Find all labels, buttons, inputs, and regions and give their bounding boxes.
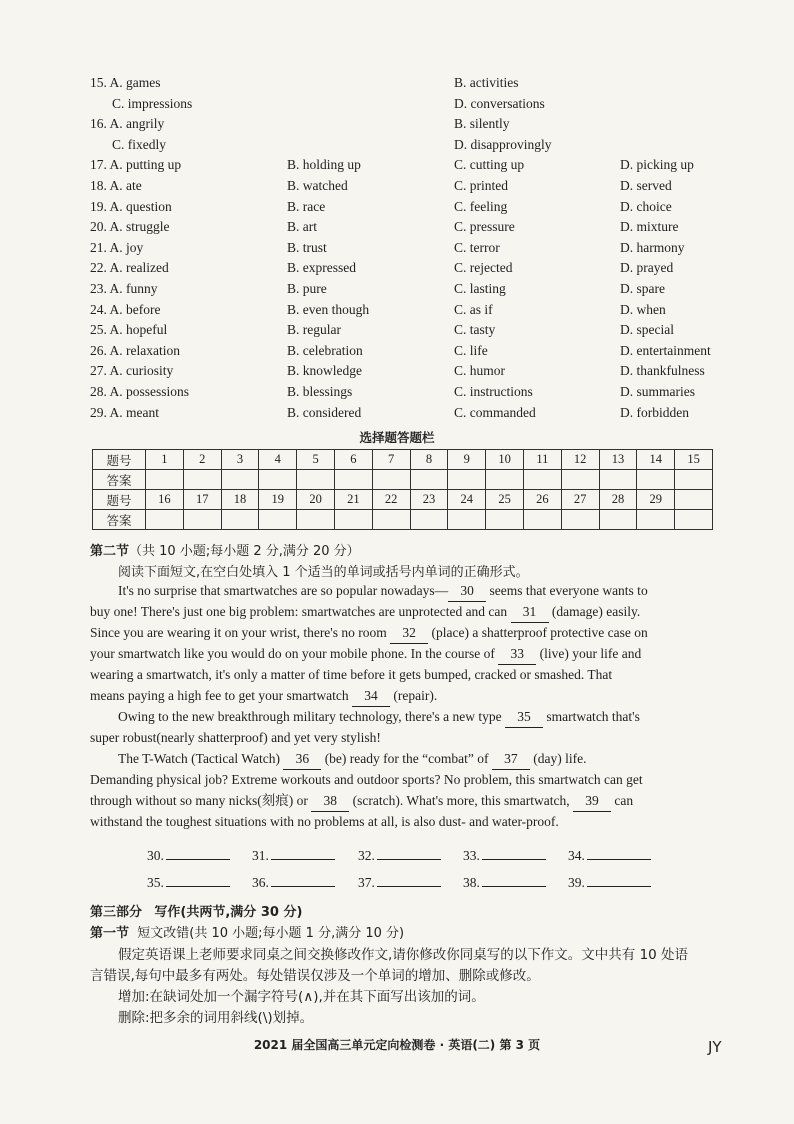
number-cell: 20	[297, 490, 335, 510]
answer-cell[interactable]	[146, 510, 184, 530]
number-cell: 3	[221, 450, 259, 470]
option-row	[0, 302, 794, 322]
number-cell: 13	[599, 450, 637, 470]
page-footer: 2021 届全国高三单元定向检测卷 · 英语(二) 第 3 页	[253, 1038, 541, 1052]
answer-cell[interactable]	[146, 470, 184, 490]
number-cell: 18	[221, 490, 259, 510]
number-cell: 25	[486, 490, 524, 510]
option-text: D. served	[620, 178, 672, 193]
answer-cell[interactable]	[297, 510, 335, 530]
option-text: B. silently	[454, 116, 510, 132]
option-text: C. terror	[454, 239, 500, 255]
section2-instruction: 阅读下面短文,在空白处填入 1 个适当的单词或括号内单词的正确形式。	[118, 565, 529, 580]
blank-38[interactable]: 38	[311, 790, 349, 812]
option-text: C. impressions	[112, 95, 193, 111]
number-cell: 6	[334, 450, 372, 470]
number-cell: 12	[561, 450, 599, 470]
answer-line[interactable]	[147, 872, 230, 891]
option-text: B. watched	[287, 178, 348, 193]
answer-cell[interactable]	[183, 470, 221, 490]
option-row	[0, 281, 794, 301]
option-text: B. activities	[454, 75, 519, 90]
option-text: 23. A. funny	[90, 281, 158, 296]
para1-line6: means paying a high fee to get your smartwatch 34 (repair).	[90, 685, 718, 707]
answer-line-label: 35.	[147, 875, 164, 890]
answer-line[interactable]	[358, 845, 441, 864]
answer-cell[interactable]	[675, 510, 713, 530]
answer-underline[interactable]	[271, 872, 335, 887]
answer-line-label: 33.	[463, 848, 480, 863]
answer-line[interactable]	[252, 845, 335, 864]
part3-line2: 言错误,每句中最多有两处。每处错误仅涉及一个单词的增加、删除或修改。	[90, 968, 540, 984]
option-text: D. special	[620, 322, 674, 338]
option-text: C. pressure	[454, 219, 515, 235]
option-row	[0, 343, 794, 363]
table-row	[93, 470, 713, 490]
answer-line[interactable]	[463, 845, 546, 864]
answer-cell[interactable]	[637, 510, 675, 530]
answer-underline[interactable]	[166, 872, 230, 887]
answer-cell[interactable]	[259, 470, 297, 490]
answer-table-title: 选择题答题栏	[359, 430, 435, 445]
option-text: C. printed	[454, 178, 508, 193]
number-cell: 1	[146, 450, 184, 470]
number-cell: 2	[183, 450, 221, 470]
answer-line-label: 36.	[252, 875, 269, 890]
answer-underline[interactable]	[377, 872, 441, 887]
number-cell: 26	[523, 490, 561, 510]
answer-cell[interactable]	[486, 470, 524, 490]
answer-cell[interactable]	[448, 510, 486, 530]
blank-34[interactable]: 34	[352, 685, 390, 707]
answer-cell[interactable]	[523, 470, 561, 490]
option-text: B. considered	[287, 404, 362, 420]
answer-line-label: 39.	[568, 875, 585, 890]
option-text: B. celebration	[287, 342, 363, 358]
number-cell: 8	[410, 450, 448, 470]
answer-line-label: 30.	[147, 848, 164, 863]
answer-line[interactable]	[252, 872, 335, 891]
option-row	[0, 322, 794, 342]
option-text: D. mixture	[620, 219, 679, 235]
number-cell: 5	[297, 450, 335, 470]
option-text: C. humor	[454, 363, 506, 379]
option-row	[0, 75, 794, 95]
answer-underline[interactable]	[587, 845, 651, 860]
answer-line[interactable]	[568, 872, 651, 891]
option-text: C. cutting up	[454, 157, 525, 173]
option-text: 24. A. before	[90, 301, 161, 317]
option-row	[0, 178, 794, 198]
part3-heading: 第三部分 写作(共两节,满分 30 分)	[90, 905, 303, 920]
option-text: D. choice	[620, 198, 672, 214]
answer-cell[interactable]	[561, 510, 599, 530]
option-text: 28. A. possessions	[90, 384, 190, 399]
option-text: B. even though	[287, 301, 370, 317]
answer-line[interactable]	[147, 845, 230, 864]
option-row	[0, 219, 794, 239]
footer-tag: JY	[708, 1038, 722, 1056]
para1-line3: Since you are wearing it on your wrist, there's no room 32 (place) a shatterproof protective case on	[90, 622, 718, 644]
number-cell: 9	[448, 450, 486, 470]
option-text: 17. A. putting up	[90, 157, 182, 173]
number-cell: 24	[448, 490, 486, 510]
number-cell: 10	[486, 450, 524, 470]
table-row	[93, 510, 713, 530]
option-text: B. blessings	[287, 384, 353, 399]
option-text: 25. A. hopeful	[90, 322, 168, 338]
answer-cell[interactable]	[486, 510, 524, 530]
para3-line3: through without so many nicks(刻痕) or 38 (scratch). What's more, this smartwatch, 39 can	[90, 790, 718, 812]
option-text: D. entertainment	[620, 342, 711, 358]
table-header-cell: 答案	[93, 510, 146, 530]
option-row	[0, 157, 794, 177]
para3-line1: The T-Watch (Tactical Watch) 36 (be) ready for the “combat” of 37 (day) life.	[118, 748, 718, 770]
number-cell: 21	[334, 490, 372, 510]
answer-cell[interactable]	[599, 470, 637, 490]
answer-cell[interactable]	[259, 510, 297, 530]
blank-31[interactable]: 31	[511, 601, 549, 623]
answer-cell[interactable]	[334, 510, 372, 530]
blank-39[interactable]: 39	[573, 790, 611, 812]
number-cell: 7	[372, 450, 410, 470]
answer-line[interactable]	[463, 872, 546, 891]
option-row	[0, 260, 794, 280]
number-cell: 23	[410, 490, 448, 510]
option-text: C. lasting	[454, 281, 506, 296]
option-text: D. thankfulness	[620, 363, 705, 379]
answer-underline[interactable]	[587, 872, 651, 887]
option-text: D. picking up	[620, 157, 694, 173]
answer-cell[interactable]	[599, 510, 637, 530]
option-text: C. commanded	[454, 404, 536, 420]
option-row	[0, 384, 794, 404]
para3-line2: Demanding physical job? Extreme workouts and outdoor sports? No problem, this smartwatch can get	[90, 772, 643, 787]
option-text: B. pure	[287, 281, 327, 296]
table-row	[93, 450, 713, 470]
para2-line1: Owing to the new breakthrough military technology, there's a new type 35 smartwatch that's	[118, 706, 718, 728]
answer-line-label: 38.	[463, 875, 480, 890]
answer-line[interactable]	[358, 872, 441, 891]
number-cell: 11	[523, 450, 561, 470]
blank-37[interactable]: 37	[492, 748, 530, 770]
number-cell: 29	[637, 490, 675, 510]
number-cell: 22	[372, 490, 410, 510]
blank-33[interactable]: 33	[498, 643, 536, 665]
option-text: D. summaries	[620, 384, 695, 399]
option-row	[0, 363, 794, 383]
option-text: C. as if	[454, 301, 493, 317]
answer-cell[interactable]	[675, 470, 713, 490]
answer-line-label: 31.	[252, 848, 269, 863]
option-text: B. holding up	[287, 157, 361, 173]
option-text: 15. A. games	[90, 75, 161, 90]
option-text: 29. A. meant	[90, 404, 159, 420]
answer-cell[interactable]	[523, 510, 561, 530]
option-row	[0, 116, 794, 136]
answer-cell[interactable]	[637, 470, 675, 490]
blank-32[interactable]: 32	[390, 622, 428, 644]
answer-cell[interactable]	[561, 470, 599, 490]
option-text: 26. A. relaxation	[90, 342, 180, 358]
option-text: B. knowledge	[287, 363, 362, 379]
blank-30[interactable]: 30	[448, 580, 486, 602]
number-cell: 4	[259, 450, 297, 470]
blank-36[interactable]: 36	[283, 748, 321, 770]
answer-underline[interactable]	[166, 845, 230, 860]
part3-line1: 假定英语课上老师要求同桌之间交换修改作文,请你修改你同桌写的以下作文。文中共有 10 处语	[118, 947, 689, 963]
number-cell: 15	[675, 450, 713, 470]
para3-line4: withstand the toughest situations with no problems at all, is also dust- and water-proof.	[90, 814, 559, 829]
part3-line3: 增加:在缺词处加一个漏字符号(∧),并在其下面写出该加的词。	[118, 989, 485, 1005]
option-text: B. trust	[287, 239, 327, 255]
option-text: D. spare	[620, 281, 665, 296]
para1-line5: wearing a smartwatch, it's only a matter of time before it gets bumped, cracked or smashed. That	[90, 667, 613, 682]
option-text: C. life	[454, 342, 488, 358]
answer-underline[interactable]	[271, 845, 335, 860]
option-text: 20. A. struggle	[90, 219, 170, 235]
number-cell	[675, 490, 713, 510]
option-text: 16. A. angrily	[90, 116, 165, 132]
answer-cell[interactable]	[221, 510, 259, 530]
option-text: B. race	[287, 198, 326, 214]
table-header-cell: 题号	[93, 450, 146, 470]
option-text: C. fixedly	[112, 136, 166, 152]
table-header-cell: 答案	[93, 470, 146, 490]
answer-cell[interactable]	[448, 470, 486, 490]
option-text: D. disapprovingly	[454, 136, 552, 152]
para1-line1: It's no surprise that smartwatches are so popular nowadays— 30 seems that everyone wants to	[118, 580, 718, 602]
para1-line4: your smartwatch like you would do on your mobile phone. In the course of 33 (live) your life and	[90, 643, 718, 665]
option-text: 19. A. question	[90, 198, 172, 214]
number-cell: 27	[561, 490, 599, 510]
option-text: D. conversations	[454, 95, 545, 111]
answer-table	[92, 449, 713, 530]
answer-underline[interactable]	[377, 845, 441, 860]
section2-heading: 第二节（共 10 小题;每小题 2 分,满分 20 分）	[90, 544, 360, 559]
answer-underline[interactable]	[482, 872, 546, 887]
option-row	[0, 240, 794, 260]
answer-cell[interactable]	[334, 470, 372, 490]
option-text: C. rejected	[454, 260, 513, 276]
number-cell: 17	[183, 490, 221, 510]
answer-cell[interactable]	[372, 470, 410, 490]
option-text: D. prayed	[620, 260, 674, 276]
number-cell: 16	[146, 490, 184, 510]
number-cell: 14	[637, 450, 675, 470]
answer-line-label: 37.	[358, 875, 375, 890]
answer-line-label: 34.	[568, 848, 585, 863]
option-text: C. instructions	[454, 384, 533, 399]
option-row	[0, 199, 794, 219]
option-text: B. expressed	[287, 260, 356, 276]
option-text: D. when	[620, 301, 666, 317]
answer-line-label: 32.	[358, 848, 375, 863]
answer-cell[interactable]	[183, 510, 221, 530]
option-text: 21. A. joy	[90, 239, 144, 255]
blank-35[interactable]: 35	[505, 706, 543, 728]
answer-cell[interactable]	[221, 470, 259, 490]
answer-cell[interactable]	[410, 510, 448, 530]
part3-line4: 删除:把多余的词用斜线(\)划掉。	[118, 1010, 314, 1026]
option-text: C. feeling	[454, 198, 508, 214]
option-text: C. tasty	[454, 322, 496, 338]
option-text: 27. A. curiosity	[90, 363, 174, 379]
answer-underline[interactable]	[482, 845, 546, 860]
option-text: D. harmony	[620, 239, 685, 255]
para2-line2: super robust(nearly shatterproof) and yet very stylish!	[90, 730, 381, 745]
table-header-cell: 题号	[93, 490, 146, 510]
option-row	[0, 405, 794, 425]
answer-cell[interactable]	[410, 470, 448, 490]
para1-line2: buy one! There's just one big problem: smartwatches are unprotected and can 31 (damage) easily.	[90, 601, 718, 623]
option-row	[0, 96, 794, 116]
option-text: B. art	[287, 219, 317, 235]
option-text: B. regular	[287, 322, 341, 338]
option-text: 22. A. realized	[90, 260, 169, 276]
table-row	[93, 490, 713, 510]
option-text: 18. A. ate	[90, 178, 142, 193]
option-row	[0, 137, 794, 157]
number-cell: 19	[259, 490, 297, 510]
number-cell: 28	[599, 490, 637, 510]
answer-cell[interactable]	[297, 470, 335, 490]
part3-sec1: 第一节 短文改错(共 10 小题;每小题 1 分,满分 10 分)	[90, 926, 405, 941]
answer-line[interactable]	[568, 845, 651, 864]
option-text: D. forbidden	[620, 404, 689, 420]
answer-cell[interactable]	[372, 510, 410, 530]
